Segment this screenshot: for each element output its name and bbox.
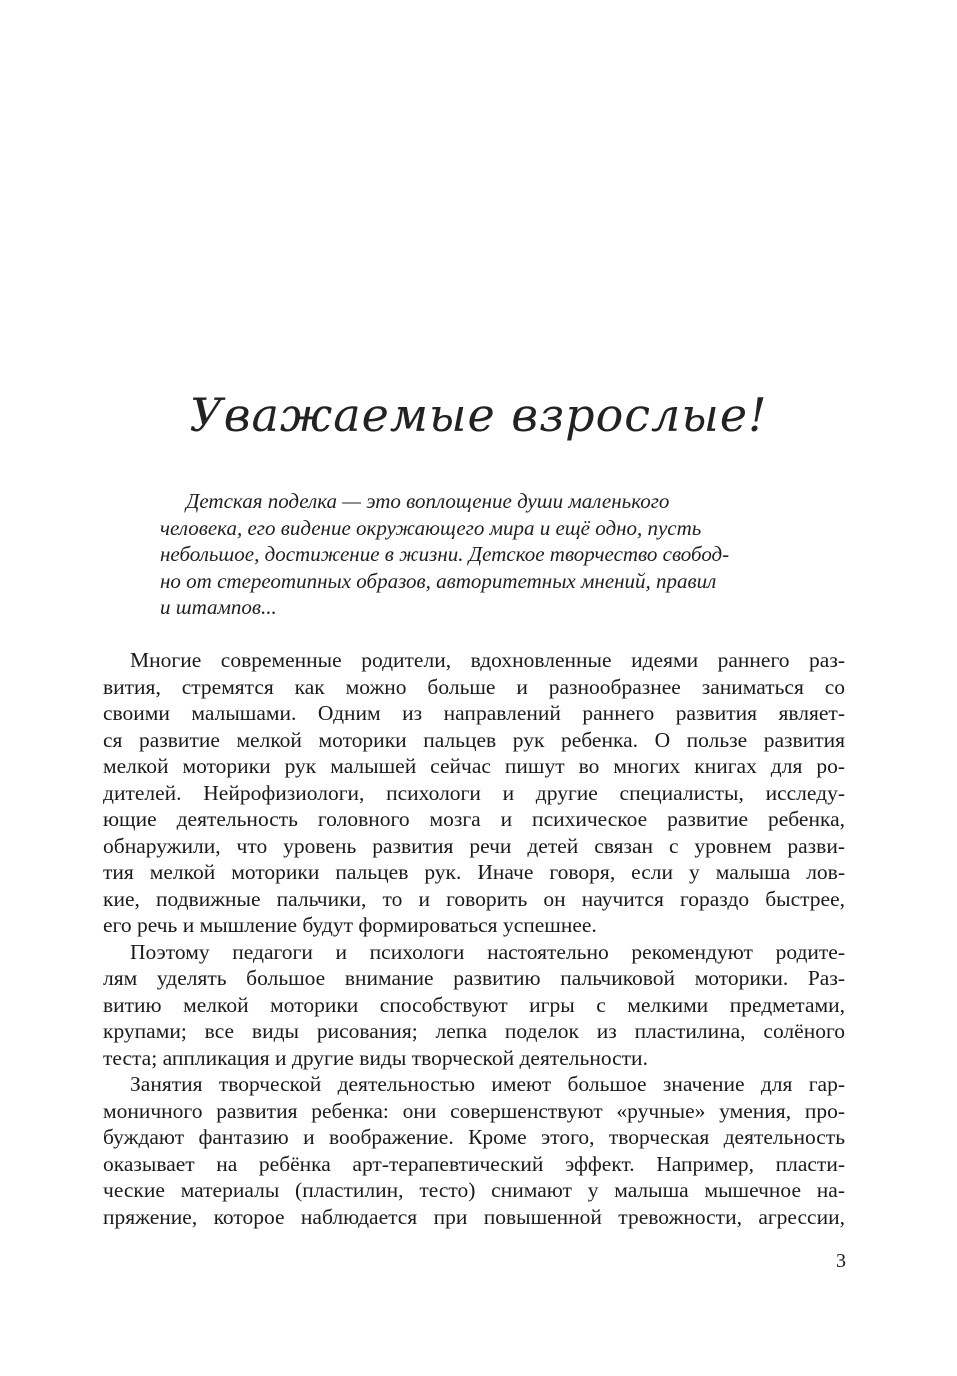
text-line: дителей. Нейрофизиологи, психологи и другие специалисты, исследу- (103, 780, 845, 805)
epigraph-line: Детская поделка — это воплощение души маленького (186, 489, 670, 513)
text-line: крупами; все виды рисования; лепка поделок из пластилина, солёного (103, 1019, 845, 1043)
text-line: Многие современные родители, вдохновленные идеями раннего раз- (130, 648, 845, 672)
text-line: моничного развития ребенка: они совершенствуют «ручные» умения, про- (103, 1098, 845, 1123)
epigraph-line: небольшое, достижение в жизни. Детское творчество свобод- (160, 542, 730, 566)
text-line: кие, подвижные пальчики, то и говорить он научится гораздо быстрее, (103, 886, 845, 911)
paragraph-2 (103, 939, 845, 1072)
text-line: витию мелкой моторики способствуют игры с мелкими предметами, (103, 992, 845, 1017)
page-number: 3 (836, 1250, 846, 1272)
page-title: Уважаемые взрослые! (189, 388, 768, 442)
text-line: теста; аппликация и другие виды творческой деятельности. (103, 1045, 648, 1070)
epigraph-line: но от стереотипных образов, авторитетных мнений, правил (160, 568, 717, 593)
epigraph-line: человека, его видение окружающего мира и ещё одно, пусть (160, 515, 702, 540)
paragraph-1 (103, 647, 845, 939)
text-line: Занятия творческой деятельностью имеют большое значение для гар- (130, 1072, 845, 1096)
text-line: обнаружили, что уровень развития речи детей связан с уровнем разви- (103, 833, 845, 858)
text-line: ся развитие мелкой моторики пальцев рук ребенка. О пользе развития (103, 727, 845, 752)
text-line: тия мелкой моторики пальцев рук. Иначе говоря, если у малыша лов- (103, 860, 845, 884)
text-line: мелкой моторики рук малышей сейчас пишут во многих книгах для ро- (103, 754, 845, 778)
text-line: пряжение, которое наблюдается при повышенной тревожности, агрессии, (103, 1204, 845, 1229)
epigraph (160, 488, 788, 621)
text-line: буждают фантазию и воображение. Кроме этого, творческая деятельность (103, 1125, 845, 1149)
text-line: Поэтому педагоги и психологи настоятельно рекомендуют родите- (130, 939, 845, 964)
text-line: ющие деятельность головного мозга и психическое развитие ребенка, (103, 807, 845, 831)
text-line: ческие материалы (пластилин, тесто) снимают у малыша мышечное на- (103, 1178, 845, 1202)
text-line: вития, стремятся как можно больше и разнообразнее заниматься со (103, 674, 845, 699)
epigraph-line: и штампов... (160, 595, 277, 619)
text-line: оказывает на ребёнка арт-терапевтический эффект. Например, пласти- (103, 1151, 845, 1176)
text-line: своими малышами. Одним из направлений раннего развития являет- (103, 701, 845, 725)
paragraph-3 (103, 1071, 845, 1230)
text-line: лям уделять большое внимание развитию пальчиковой моторики. Раз- (103, 966, 845, 990)
body-text (103, 647, 845, 1230)
text-line: его речь и мышление будут формироваться успешнее. (103, 913, 597, 937)
